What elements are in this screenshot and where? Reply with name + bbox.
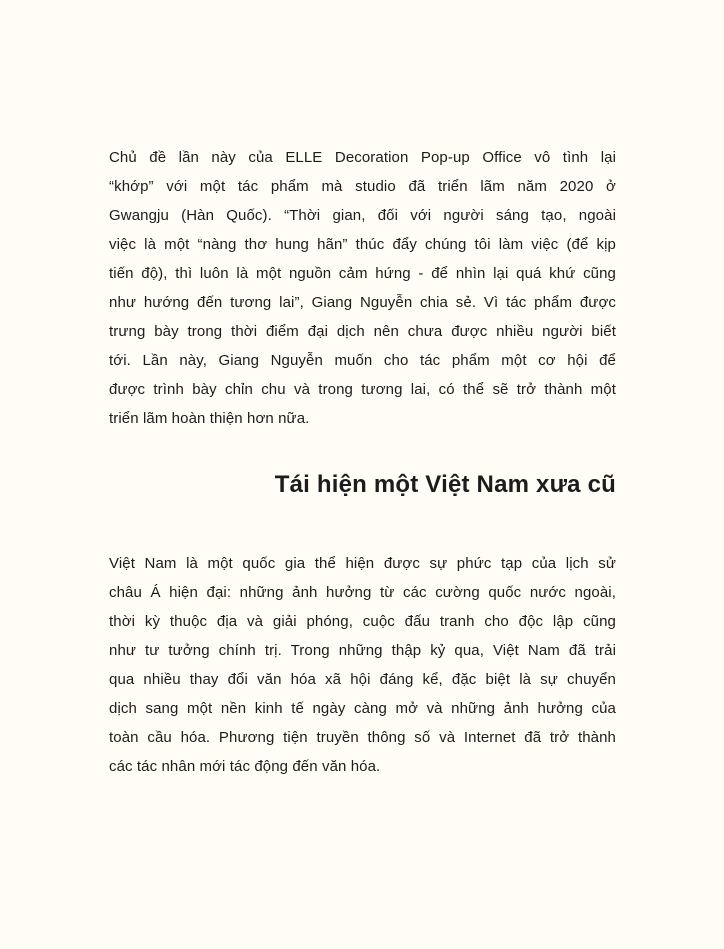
text-line: Việt Nam là một quốc gia thể hiện được sự phức tạp của lịch sử xyxy=(109,555,616,572)
text-line: dịch sang một nền kinh tế ngày càng mở và những ảnh hưởng của xyxy=(109,700,616,717)
text-line: Chủ đề lần này của ELLE Decoration Pop-up Office vô tình lại xyxy=(109,149,616,166)
text-line: việc là một “nàng thơ hung hãn” thúc đẩy chúng tôi làm việc (để kịp xyxy=(109,236,616,253)
text-line: qua nhiều thay đổi văn hóa xã hội đáng kể, đặc biệt là sự chuyển xyxy=(109,671,616,688)
text-line: các tác nhân mới tác động đến văn hóa. xyxy=(109,758,381,775)
article-text-column xyxy=(109,0,616,781)
text-line: “khớp” với một tác phẩm mà studio đã triển lãm năm 2020 ở xyxy=(109,178,616,195)
section-heading: Tái hiện một Việt Nam xưa cũ xyxy=(274,471,616,498)
text-line: được trình bày chỉn chu và trong tương lai, có thể sẽ trở thành một xyxy=(109,381,616,398)
paragraph-intro xyxy=(109,143,616,433)
text-line: triển lãm hoàn thiện hơn nữa. xyxy=(109,410,310,427)
text-line: thời kỳ thuộc địa và giải phóng, cuộc đấu tranh cho độc lập cũng xyxy=(109,613,616,630)
text-line: trưng bày trong thời điểm đại dịch nên chưa được nhiều người biết xyxy=(109,323,616,340)
text-line: toàn cầu hóa. Phương tiện truyền thông số và Internet đã trở thành xyxy=(109,729,616,746)
paragraph-vietnam-history xyxy=(109,549,616,781)
text-line: Gwangju (Hàn Quốc). “Thời gian, đối với người sáng tạo, ngoài xyxy=(109,207,616,224)
text-line: như hướng đến tương lai”, Giang Nguyễn chia sẻ. Vì tác phẩm được xyxy=(109,294,616,311)
text-line: châu Á hiện đại: những ảnh hưởng từ các cường quốc nước ngoài, xyxy=(109,584,616,601)
text-line: tiến độ), thì luôn là một nguồn cảm hứng - để nhìn lại quá khứ cũng xyxy=(109,265,616,282)
text-line: tới. Lần này, Giang Nguyễn muốn cho tác phẩm một cơ hội để xyxy=(109,352,616,369)
text-line: như tư tưởng chính trị. Trong những thập kỷ qua, Việt Nam đã trải xyxy=(109,642,616,659)
